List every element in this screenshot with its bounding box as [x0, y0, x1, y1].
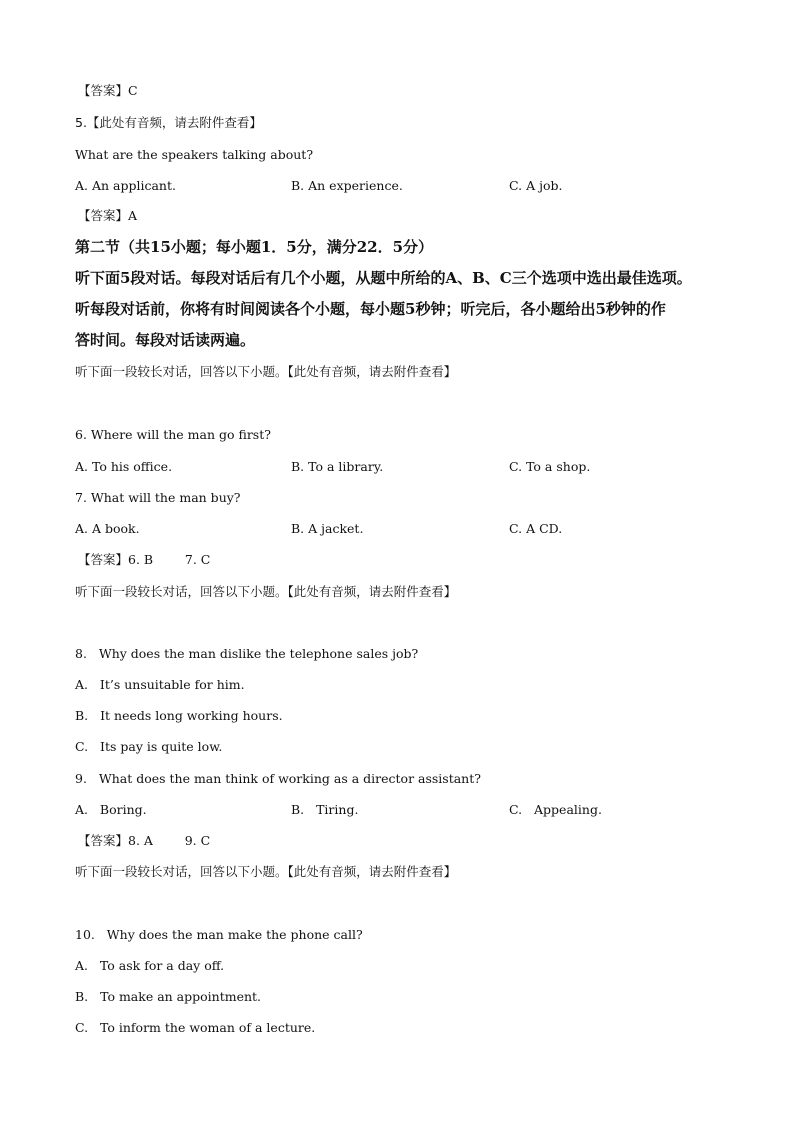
q10-option-b: B. To make an appointment. [75, 989, 262, 1004]
question-10: 10. Why does the man make the phone call? [75, 927, 363, 942]
question-7: 7. What will the man buy? [75, 490, 241, 505]
answer-q8-q9: 【答案】8. A 9. C [78, 833, 211, 848]
answer-q6-q7: 【答案】6. B 7. C [78, 552, 211, 567]
answer-q4: 【答案】C [78, 83, 138, 98]
q7-option-a: A. A book. [75, 521, 140, 536]
q9-option-c: C. Appealing. [509, 802, 602, 817]
instruction-line-2: 听每段对话前，你将有时间阅读各个小题，每小题5秒钟；听完后，各小题给出5秒钟的作 [75, 300, 666, 318]
q7-option-c: C. A CD. [509, 521, 563, 536]
q6-option-c: C. To a shop. [509, 459, 591, 474]
section-2-heading: 第二节（共15小题；每小题1．5分，满分22．5分） [75, 238, 434, 256]
q10-option-c: C. To inform the woman of a lecture. [75, 1020, 316, 1035]
listen-instruction-3: 听下面一段较长对话，回答以下小题。【此处有音频，请去附件查看】 [75, 864, 457, 879]
question-9: 9. What does the man think of working as a director assistant? [75, 771, 481, 786]
q5-option-a: A. An applicant. [75, 178, 176, 193]
question-5-text: What are the speakers talking about? [75, 147, 314, 162]
q9-option-a: A. Boring. [75, 802, 147, 817]
q6-option-b: B. To a library. [291, 459, 384, 474]
instruction-line-3: 答时间。每段对话读两遍。 [75, 331, 256, 349]
question-6: 6. Where will the man go first? [75, 427, 271, 442]
q5-option-b: B. An experience. [291, 178, 403, 193]
q5-option-c: C. A job. [509, 178, 563, 193]
question-5-title: 5.【此处有音频，请去附件查看】 [75, 115, 262, 130]
q9-option-b: B. Tiring. [291, 802, 359, 817]
q8-option-a: A. It’s unsuitable for him. [75, 677, 245, 692]
question-8: 8. Why does the man dislike the telephone sales job? [75, 646, 419, 661]
q8-option-b: B. It needs long working hours. [75, 708, 283, 723]
answer-q5: 【答案】A [78, 208, 138, 223]
instruction-line-1: 听下面5段对话。每段对话后有几个小题，从题中所给的A、B、C三个选项中选出最佳选项。 [75, 269, 692, 287]
q8-option-c: C. Its pay is quite low. [75, 739, 223, 754]
q10-option-a: A. To ask for a day off. [75, 958, 225, 973]
q6-option-a: A. To his office. [75, 459, 173, 474]
listen-instruction-1: 听下面一段较长对话，回答以下小题。【此处有音频，请去附件查看】 [75, 364, 457, 379]
listen-instruction-2: 听下面一段较长对话，回答以下小题。【此处有音频，请去附件查看】 [75, 584, 457, 599]
q7-option-b: B. A jacket. [291, 521, 364, 536]
